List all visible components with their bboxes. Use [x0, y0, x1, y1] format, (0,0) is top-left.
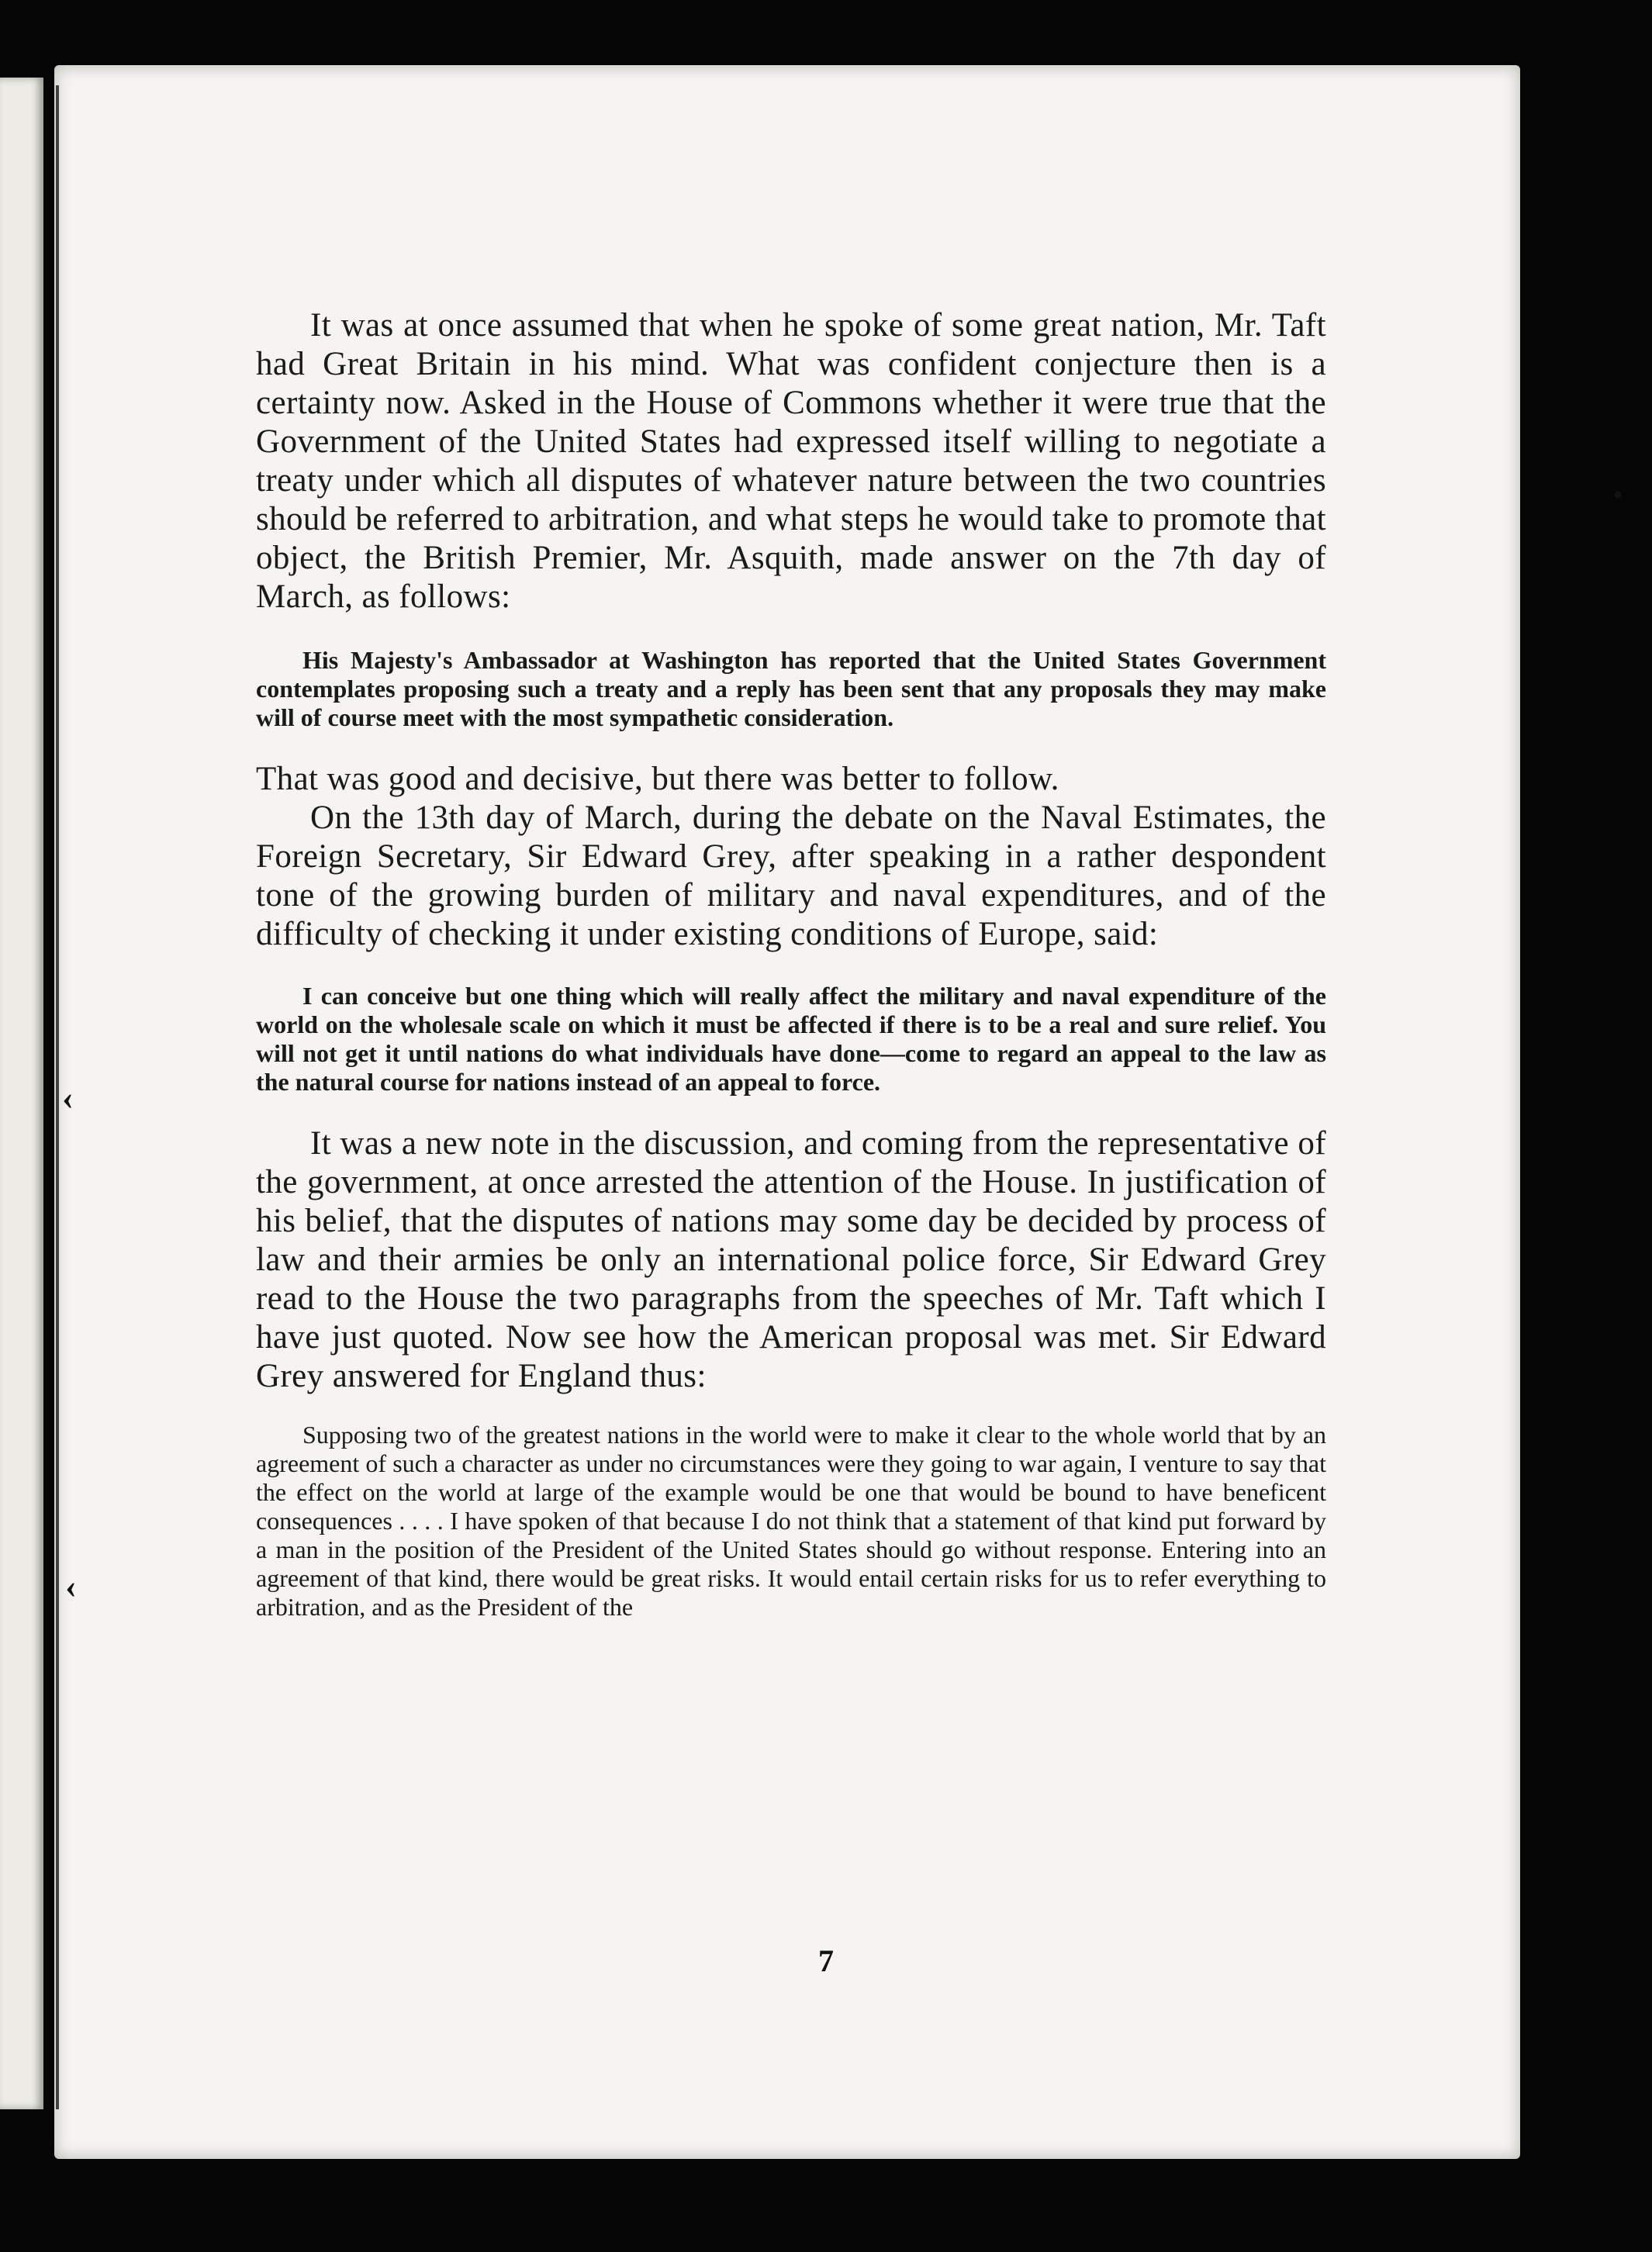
- page-gutter-line: [56, 85, 59, 2109]
- paragraph: It was at once assumed that when he spoke of some great nation, Mr. Taft had Great Britain in his mind. What was confident conjecture then is a certainty now. Asked in the House of Commons whether it were true that the Government of the United States had expressed itself willing to negotiate a treaty under which all disputes of whatever nature between the two countries should be referred to arbitration, and what steps he would take to promote that object, the British Premier, Mr. Asquith, made answer on the 7th day of March, as follows:: [256, 307, 1326, 615]
- margin-speck: •: [1613, 481, 1623, 509]
- page-body-text: [256, 306, 1326, 1622]
- block-quote: Supposing two of the greatest nations in the world were to make it clear to the whole world that by an agreement of such a character as under no circumstances were they going to war again, I venture to say that the effect on the world at large of the example would be one that would be bound to have beneficent consequences . . . . I have spoken of that because I do not think that a statement of that kind put forward by a man in the position of the President of the United States should go without response. Entering into an agreement of that kind, there would be great risks. It would entail certain risks for us to refer everything to arbitration, and as the President of the: [256, 1421, 1326, 1621]
- paragraph: That was good and decisive, but there was better to follow.: [256, 761, 1059, 797]
- block-quote: I can conceive but one thing which will really affect the military and naval expenditure of the world on the wholesale scale on which it must be affected if there is to be a real and sure relief. You will not get it until nations do what individuals have done—come to regard an appeal to the law as the natural course for nations instead of an appeal to force.: [256, 982, 1326, 1096]
- margin-mark: ‹: [65, 1567, 77, 1605]
- page-number: 7: [818, 1943, 834, 1978]
- block-quote: His Majesty's Ambassador at Washington has reported that the United States Government contemplates proposing such a treaty and a reply has been sent that any proposals they may make will of course meet with the most sympathetic consideration.: [256, 646, 1326, 731]
- margin-mark: ‹: [62, 1079, 74, 1117]
- paragraph: On the 13th day of March, during the debate on the Naval Estimates, the Foreign Secretary, Sir Edward Grey, after speaking in a rather despondent tone of the growing burden of military and naval expenditures, and of the difficulty of checking it under existing conditions of Europe, said:: [256, 800, 1326, 952]
- paragraph: It was a new note in the discussion, and coming from the representative of the government, at once arrested the attention of the House. In justification of his belief, that the disputes of nations may some day be decided by process of law and their armies be only an international police force, Sir Edward Grey read to the House the two paragraphs from the speeches of Mr. Taft which I have just quoted. Now see how the American proposal was met. Sir Edward Grey answered for England thus:: [256, 1125, 1326, 1394]
- adjacent-page-edge: [0, 78, 43, 2109]
